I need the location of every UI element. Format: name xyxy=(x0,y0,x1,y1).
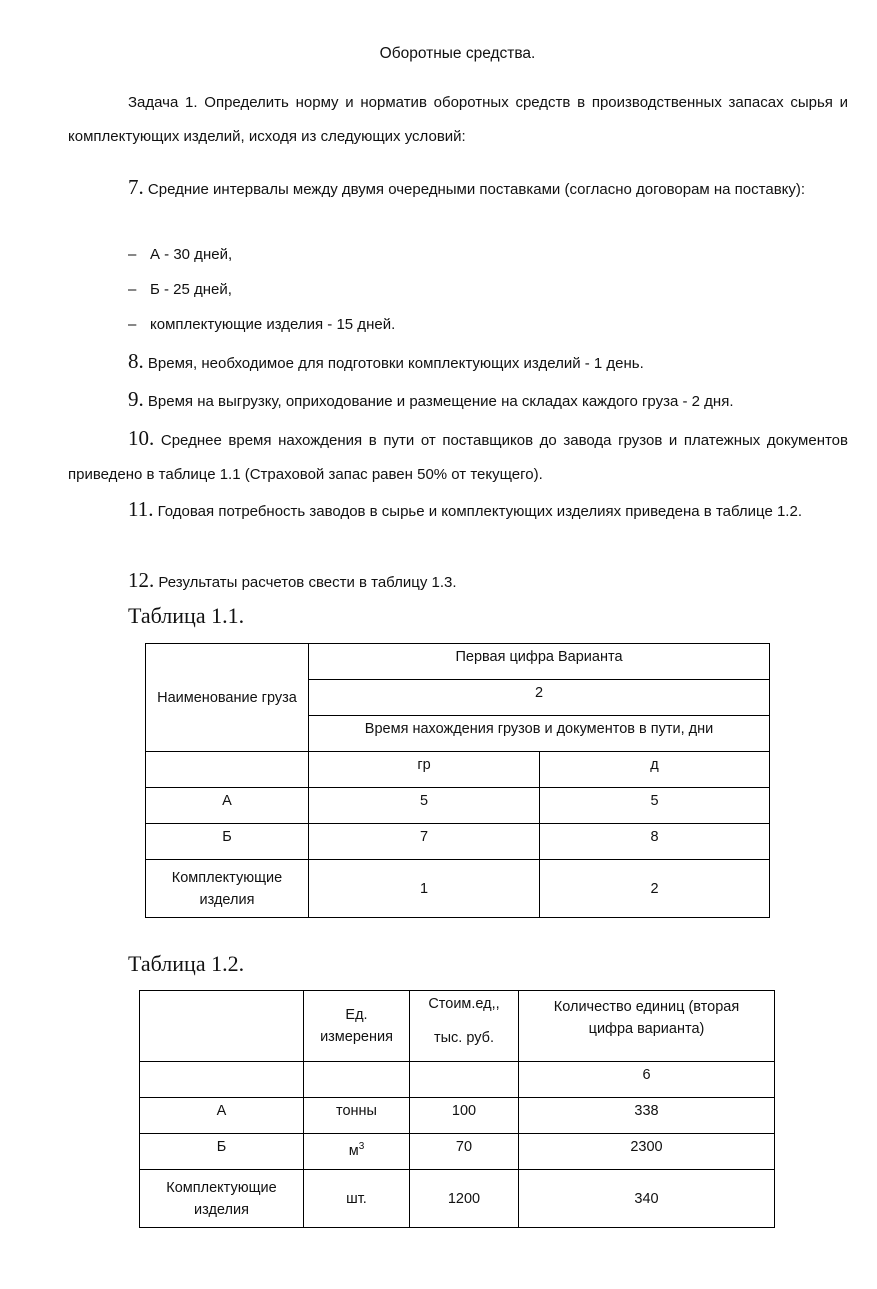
table-2 xyxy=(139,990,775,1228)
page-title: Оборотные средства. xyxy=(379,45,536,62)
column-header: Наименование груза xyxy=(146,644,309,752)
table-row: Б 7 8 xyxy=(146,824,770,860)
column-header: Стоим.ед,, тыс. руб. xyxy=(410,991,519,1062)
table-row: Комплектующие изделия 1 2 xyxy=(146,860,770,918)
item-text: Годовая потребность заводов в сырье и комплектующих изделиях приведена в таблице 1.2. xyxy=(157,503,802,520)
table-1-caption: Таблица 1.1. xyxy=(128,603,245,628)
item-9 xyxy=(68,382,848,419)
item-12 xyxy=(68,563,848,600)
item-number: 8. xyxy=(128,349,144,373)
table-row: Б $м^3$ 70 2300 xyxy=(140,1134,775,1170)
column-header: Ед. измерения xyxy=(304,991,410,1062)
table-row: Комплектующие изделия шт. 1200 340 xyxy=(140,1170,775,1228)
item-text: Средние интервалы между двумя очередными поставками (согласно договорам на поставку): xyxy=(147,181,806,198)
column-group-header: Первая цифра Варианта xyxy=(309,644,770,680)
column-header: Количество единиц (вторая цифра варианта) xyxy=(519,991,775,1062)
variant-cell: 2 xyxy=(309,680,770,716)
table-cell xyxy=(146,752,309,788)
bullet-item: – Б - 25 дней, xyxy=(128,273,232,307)
unit-cell: $м^3$ xyxy=(304,1134,410,1170)
item-number: 11. xyxy=(128,497,154,521)
table-cell xyxy=(140,1062,304,1098)
dash-icon: – xyxy=(128,246,137,263)
item-number: 7. xyxy=(128,175,144,199)
table-cell xyxy=(304,1062,410,1098)
item-number: 12. xyxy=(128,568,155,592)
item-number: 9. xyxy=(128,387,144,411)
dash-icon: – xyxy=(128,281,137,298)
task-statement: Задача 1. Определить норму и норматив оборотных средств в производственных запасах сырья и комплектующих изделий, исходя из следующих условий: xyxy=(68,94,848,145)
item-11 xyxy=(68,492,848,529)
item-10 xyxy=(68,421,848,492)
table-cell xyxy=(140,991,304,1062)
table-2-caption: Таблица 1.2. xyxy=(128,951,245,976)
item-number: 10. xyxy=(128,426,155,450)
bullet-item: – А - 30 дней, xyxy=(128,238,232,272)
table-row: А тонны 100 338 xyxy=(140,1098,775,1134)
column-header: гр xyxy=(309,752,540,788)
dash-icon: – xyxy=(128,316,137,333)
table-row: А 5 5 xyxy=(146,788,770,824)
item-text: Время, необходимое для подготовки комплектующих изделий - 1 день. xyxy=(147,355,644,372)
table-cell xyxy=(410,1062,519,1098)
item-text: Время на выгрузку, оприходование и размещение на складах каждого груза - 2 дня. xyxy=(147,393,734,410)
column-header: д xyxy=(540,752,770,788)
item-text: Среднее время нахождения в пути от поставщиков до завода грузов и платежных документов приведено в таблице 1.1 (Страховой запас равен 50% от текущего). xyxy=(68,432,848,483)
item-8 xyxy=(68,344,848,381)
variant-cell: 6 xyxy=(519,1062,775,1098)
bullet-item: – комплектующие изделия - 15 дней. xyxy=(128,308,395,342)
item-text: Результаты расчетов свести в таблицу 1.3. xyxy=(158,574,457,591)
item-7 xyxy=(68,170,848,207)
sub-header: Время нахождения грузов и документов в пути, дни xyxy=(309,716,770,752)
table-1 xyxy=(145,643,770,918)
